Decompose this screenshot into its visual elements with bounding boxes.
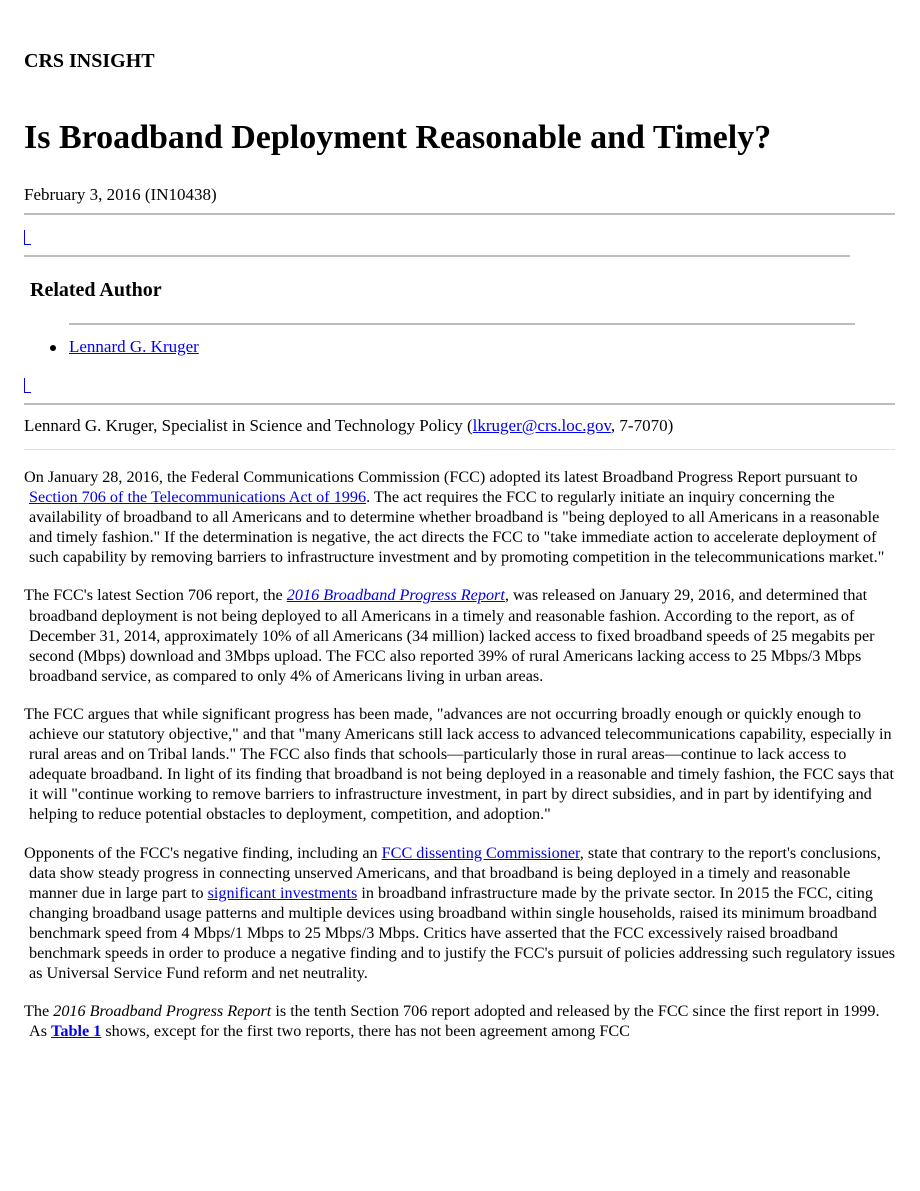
list-item xyxy=(69,337,199,357)
divider-bottom xyxy=(24,403,895,405)
paragraph-3: The FCC argues that while significant progress has been made, "advances are not occurring broadly enough or quickly enough to achieve our statutory objective," and that "many Americans still lack access to advanced telecommunications capability, especially in rural areas and on Tribal lands." The FCC also finds that schools—particularly those in rural areas—continue to lack access to adequate broadband. In light of its finding that broadband is not being deployed in a reasonable and timely fashion, the FCC says that it will "continue working to remove barriers to infrastructure investment, in part by direct subsidies, and in part by identifying and helping to reduce potential obstacles to deployment, competition, and adoption." xyxy=(24,704,894,824)
article-body xyxy=(24,467,896,1059)
page-title: Is Broadband Deployment Reasonable and Timely? xyxy=(24,119,772,156)
byline: Lennard G. Kruger, Specialist in Science and Technology Policy (lkruger@crs.loc.gov, 7-7070) xyxy=(24,416,674,435)
paragraph-5: The 2016 Broadband Progress Report is the tenth Section 706 report adopted and released by the FCC since the first report in 1999. As Table 1 shows, except for the first two reports, there has not been agreement among FCC xyxy=(24,1002,880,1041)
email-link[interactable]: lkruger@crs.loc.gov xyxy=(472,416,611,435)
related-author-heading: Related Author xyxy=(30,279,162,301)
section-706-link[interactable]: Section 706 of the Telecommunications Act of 1996 xyxy=(29,488,367,507)
paragraph-1: On January 28, 2016, the Federal Communications Commission (FCC) adopted its latest Broadband Progress Report pursuant to Section 706 of the Telecommunications Act of 1996. The act requires the FCC to regularly initiate an inquiry concerning the availability of broadband to all Americans and to determine whether broadband is "being deployed to all Americans in a reasonable and timely fashion." If the determination is negative, the act directs the FCC to "take immediate action to accelerate deployment of such capability by removing barriers to infrastructure investment and by promoting competition in the telecommunications market." xyxy=(24,468,885,567)
divider-related-top xyxy=(24,255,850,257)
dissenting-commissioner-link[interactable]: FCC dissenting Commissioner xyxy=(381,843,580,862)
progress-report-link[interactable]: 2016 Broadband Progress Report xyxy=(286,586,505,605)
divider-byline xyxy=(24,449,895,450)
anchor-marker-bottom[interactable] xyxy=(24,378,31,393)
divider-related-inner xyxy=(69,323,855,325)
publication-date: February 3, 2016 (IN10438) xyxy=(24,185,217,204)
significant-investments-link[interactable]: significant investments xyxy=(207,883,358,902)
divider-top xyxy=(24,213,895,215)
paragraph-4: Opponents of the FCC's negative finding, including an FCC dissenting Commissioner, state that contrary to the report's conclusions, data show steady progress in connecting unserved Americans, and that broadband is being deployed in a timely and reasonable manner due in large part to significant investments in broadband infrastructure made by the private sector. In 2015 the FCC, citing changing broadband usage patterns and multiple devices using broadband within single households, raised its minimum broadband benchmark speed from 4 Mbps/1 Mbps to 25 Mbps/3 Mbps. Critics have asserted that the FCC excessively raised broadband benchmark speeds in order to produce a negative finding and to justify the FCC's pursuit of policies addressing such regulatory issues as Universal Service Fund reform and net neutrality. xyxy=(24,843,896,983)
paragraph-2: The FCC's latest Section 706 report, the 2016 Broadband Progress Report, was released on January 29, 2016, and determined that broadband deployment is not being deployed to all Americans in a timely and reasonable fashion. According to the report, as of December 31, 2014, approximately 10% of all Americans (34 million) lacked access to fixed broadband speeds of 25 megabits per second (Mbps) download and 3Mbps upload. The FCC also reported 39% of rural Americans lacking access to 25 Mbps/3 Mbps broadband service, as compared to only 4% of Americans living in urban areas. xyxy=(24,586,875,685)
insight-label: CRS INSIGHT xyxy=(24,50,155,72)
author-link[interactable]: Lennard G. Kruger xyxy=(69,337,199,356)
table-1-link[interactable]: Table 1 xyxy=(51,1022,102,1041)
anchor-marker-top[interactable] xyxy=(24,230,31,245)
author-list xyxy=(69,337,199,357)
